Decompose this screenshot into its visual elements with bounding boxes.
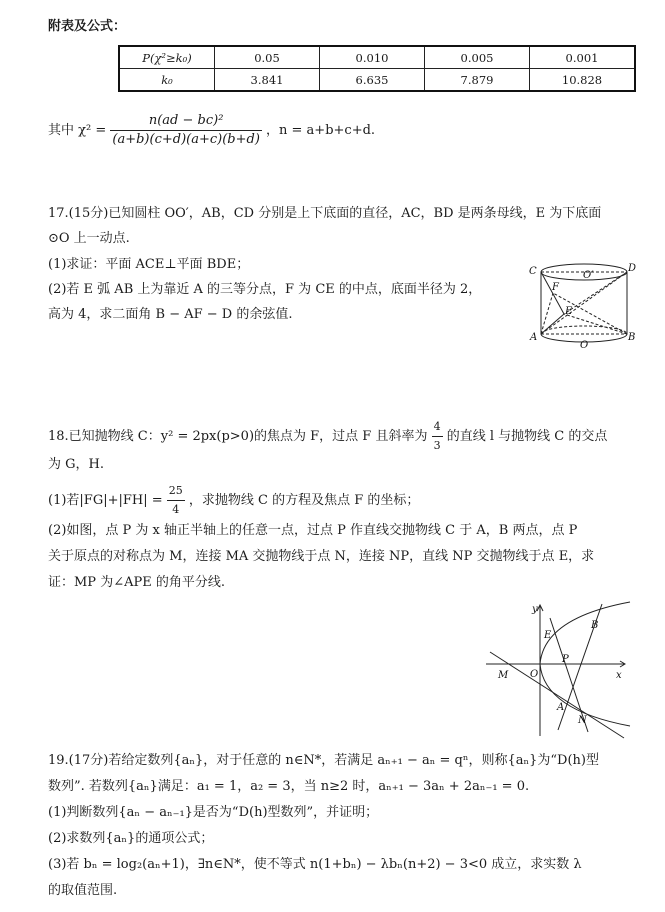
q19-line1: 19.(17分)若给定数列{aₙ}，对于任意的 n∈N*，若满足 aₙ₊₁ − aₙ = qⁿ，则称{aₙ}为“D(h)型 [48,753,599,768]
figure-label: x [616,670,622,681]
table-cell: 3.841 [215,69,320,92]
q18-part2a: (2)如图，点 P 为 x 轴正半轴上的任意一点，过点 P 作直线交抛物线 C 于 A，B 两点，点 P [48,523,578,538]
q17-line1: 17.(15分)已知圆柱 OO′，AB，CD 分别是上下底面的直径，AC，BD 是两条母线，E 为下底面 [48,206,602,221]
chi-square-formula [48,112,375,149]
critical-value-table [118,45,636,92]
cylinder-figure [528,258,638,354]
q19-part2: (2)求数列{aₙ}的通项公式； [48,831,214,846]
slope-fraction [432,418,443,455]
table-cell: 0.001 [530,46,636,69]
q18-part2b: 关于原点的对称点为 M，连接 MA 交抛物线于点 N，连接 NP，直线 NP 交抛物线于点 E，求 [48,549,595,564]
table-cell: k₀ [119,69,215,92]
figure-label: F [552,282,559,293]
formula-prefix: 其中 χ² = [48,123,107,138]
table-cell: 7.879 [425,69,530,92]
q19-part3b: 的取值范围. [48,883,118,898]
q18-part2c: 证：MP 为∠APE 的角平分线. [48,575,225,590]
parabola-figure [484,598,634,740]
q18-line2: 为 G，H. [48,457,104,472]
table-cell: 0.005 [425,46,530,69]
q19-line2: 数列”. 若数列{aₙ}满足：a₁ = 1，a₂ = 3，当 n≥2 时，aₙ₊₁ − 3aₙ + 2aₙ₋₁ = 0. [48,779,530,794]
figure-label: O [530,669,539,680]
q18-part1-a: (1)若|FG|+|FH| = [48,493,163,508]
figure-label: O′ [583,270,594,281]
figure-label: A [557,702,565,713]
table-row [119,69,635,92]
formula-denominator: (a+b)(c+d)(a+c)(b+d) [112,132,260,147]
figure-label: A [530,332,538,343]
table-cell: 10.828 [530,69,636,92]
table-cell: 0.010 [320,46,425,69]
figure-label: E [565,306,573,317]
formula-numerator: n(ad − bc)² [110,112,262,131]
figure-label: P [562,654,569,665]
q18-part1-b: ，求抛物线 C 的方程及焦点 F 的坐标； [188,493,420,508]
sum-denominator: 4 [172,503,180,516]
figure-label: y [532,604,538,615]
table-cell: P(χ²≥k₀) [119,46,215,69]
q17-line2: ⊙O 上一动点. [48,231,130,246]
figure-label: E [544,630,552,641]
q17-part2b: 高为 4，求二面角 B − AF − D 的余弦值. [48,307,293,322]
q18-line1-a: 18.已知抛物线 C：y² = 2px(p>0)的焦点为 F，过点 F 且斜率为 [48,429,428,444]
figure-label: M [498,670,509,681]
sum-fraction [167,482,185,519]
figure-label: B [591,620,599,631]
q18-line1-b: 的直线 l 与抛物线 C 的交点 [446,429,608,444]
q19-part1: (1)判断数列{aₙ − aₙ₋₁}是否为“D(h)型数列”，并证明； [48,805,379,820]
table-cell: 6.635 [320,69,425,92]
q18-line1 [48,418,607,455]
figure-label: B [628,332,636,343]
formula-suffix: ，n = a+b+c+d. [266,123,376,138]
q18-part1 [48,482,419,519]
figure-label: C [529,266,537,277]
figure-label: D [628,263,637,274]
q19-part3a: (3)若 bₙ = log₂(aₙ+1)，∃n∈N*，使不等式 n(1+bₙ) − λbₙ(n+2) − 3<0 成立，求实数 λ [48,857,582,872]
slope-denominator: 3 [433,439,441,452]
q17-part1: (1)求证：平面 ACE⊥平面 BDE； [48,257,250,272]
figure-label: N [578,715,587,726]
q17-part2a: (2)若 E 弧 AB 上为靠近 A 的三等分点，F 为 CE 的中点，底面半径为 2， [48,282,482,297]
slope-numerator: 4 [432,418,443,437]
table-cell: 0.05 [215,46,320,69]
sum-numerator: 25 [167,482,185,501]
formula-fraction [110,112,262,149]
figure-label: O [580,340,589,351]
table-row [119,46,635,69]
table-heading: 附表及公式： [48,19,127,34]
